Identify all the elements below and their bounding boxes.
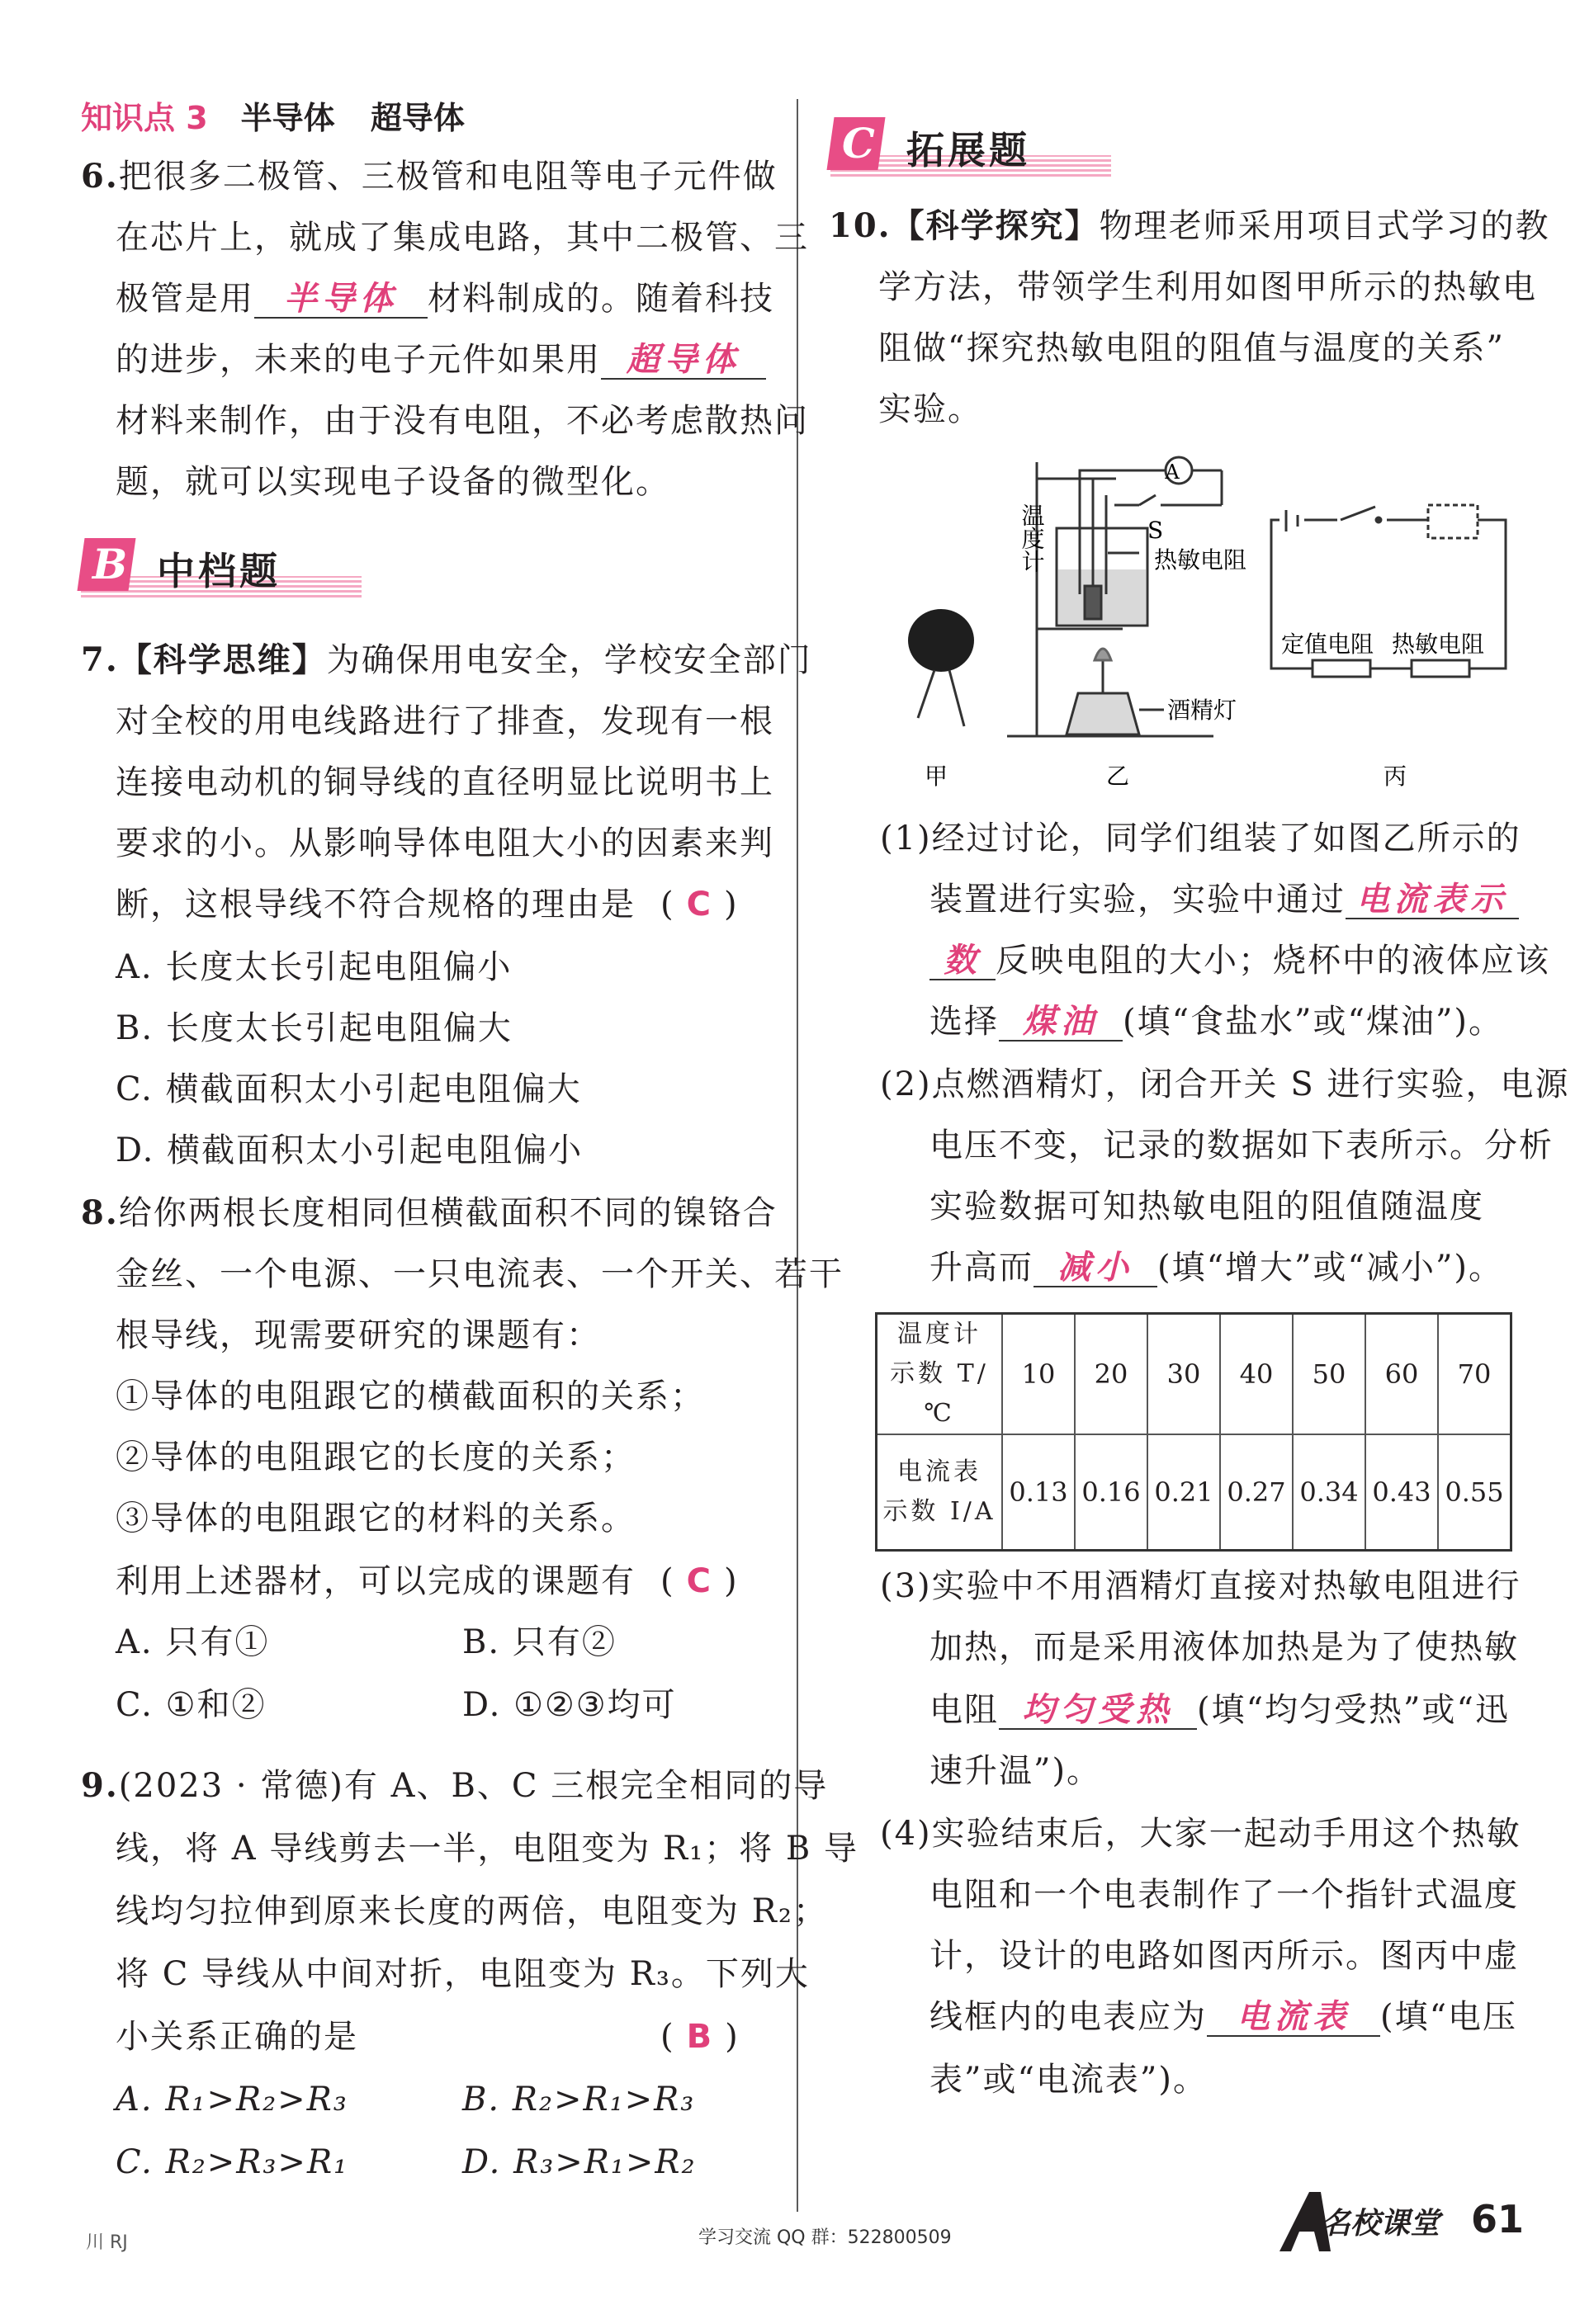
question-text: 极管是用 bbox=[116, 280, 254, 318]
figure-label-bing: 丙 bbox=[1384, 763, 1407, 790]
knowledge-point-label: 知识点 3 bbox=[81, 100, 208, 136]
ammeter-label: A bbox=[1165, 461, 1180, 484]
figure-label-yi: 乙 bbox=[1106, 763, 1130, 790]
question-text: 小关系正确的是 bbox=[116, 2018, 358, 2056]
question-text: 为确保用电安全，学校安全部门 bbox=[326, 641, 812, 679]
knowledge-point-heading bbox=[81, 92, 465, 138]
table-cell: 0.55 bbox=[1438, 1434, 1511, 1551]
question-text: 升高而 bbox=[929, 1249, 1033, 1287]
footer-edition: 川 RJ bbox=[86, 2232, 128, 2253]
table-cell: 0.21 bbox=[1147, 1434, 1220, 1551]
question-text: 断，这根导线不符合规格的理由是 bbox=[116, 886, 636, 923]
question-number: 7. bbox=[81, 640, 119, 679]
section-b-banner bbox=[81, 538, 362, 602]
heating-apparatus bbox=[1007, 457, 1222, 736]
question-text: (填“均匀受热”或“迅 bbox=[1197, 1691, 1510, 1729]
question-text: 题，就可以实现电子设备的微型化。 bbox=[116, 463, 670, 501]
question-text: 速升温”)。 bbox=[929, 1752, 1102, 1790]
question-text: 物理老师采用项目式学习的教 bbox=[1099, 207, 1550, 245]
section-title: 中档题 bbox=[157, 549, 281, 593]
table-cell: 30 bbox=[1147, 1314, 1220, 1435]
question-text: 加热，而是采用液体加热是为了使热敏 bbox=[929, 1628, 1519, 1666]
thermistor-component bbox=[908, 609, 974, 726]
question-number: 9. bbox=[81, 1766, 119, 1805]
answer-blank: 半导体 bbox=[254, 281, 428, 319]
option-b: B. 长度太长引起电阻偏大 bbox=[116, 1009, 513, 1047]
question-text: (2)点燃酒精灯，闭合开关 S 进行实验，电源 bbox=[880, 1065, 1570, 1103]
question-text: 要求的小。从影响导体电阻大小的因素来判 bbox=[116, 824, 774, 862]
topic-item: ②导体的电阻跟它的长度的关系； bbox=[116, 1438, 636, 1476]
thermistor-resistor-label: 热敏电阻 bbox=[1392, 631, 1485, 658]
experiment-figure bbox=[892, 446, 1519, 801]
figure-label-jia: 甲 bbox=[925, 763, 948, 790]
question-text: (3)实验中不用酒精灯直接对热敏电阻进行 bbox=[880, 1567, 1521, 1605]
section-title: 拓展题 bbox=[906, 128, 1030, 172]
table-cell: 10 bbox=[1002, 1314, 1075, 1435]
question-text: 材料来制作，由于没有电阻，不必考虑散热问 bbox=[116, 402, 809, 440]
row-header: 温度计 示数 T/℃ bbox=[877, 1314, 1003, 1435]
table-cell: 60 bbox=[1365, 1314, 1438, 1435]
publisher-logo bbox=[1271, 2185, 1456, 2261]
question-text: 的进步，未来的电子元件如果用 bbox=[116, 341, 601, 379]
option-b: B. R₂>R₁>R₃ bbox=[462, 2081, 696, 2119]
answer-blank: 均匀受热 bbox=[999, 1692, 1197, 1730]
table-cell: 0.27 bbox=[1220, 1434, 1293, 1551]
footer-qq-group: 学习交流 QQ 群：522800509 bbox=[698, 2227, 952, 2248]
question-text: 学方法，带领学生利用如图甲所示的热敏电 bbox=[878, 268, 1537, 306]
question-number: 8. bbox=[81, 1193, 119, 1232]
question-text: (1)经过讨论，同学们组装了如图乙所示的 bbox=[880, 820, 1521, 857]
table-cell: 0.13 bbox=[1002, 1434, 1075, 1551]
option-c: C. R₂>R₃>R₁ bbox=[116, 2143, 349, 2181]
question-text: 给你两根长度相同但横截面积不同的镍铬合 bbox=[118, 1194, 778, 1232]
question-text: (2023 · 常德)有 A、B、C 三根完全相同的导 bbox=[118, 1767, 829, 1805]
section-letter: B bbox=[92, 540, 128, 588]
table-cell: 0.43 bbox=[1365, 1434, 1438, 1551]
answer-blank: 减小 bbox=[1033, 1249, 1157, 1287]
table-cell: 0.34 bbox=[1293, 1434, 1365, 1551]
question-text: 选择 bbox=[929, 1003, 999, 1041]
option-d: D. R₃>R₁>R₂ bbox=[462, 2143, 697, 2181]
question-text: (填“食盐水”或“煤油”)。 bbox=[1123, 1003, 1504, 1041]
table-cell: 20 bbox=[1075, 1314, 1147, 1435]
table-row bbox=[877, 1314, 1511, 1435]
table-row bbox=[877, 1434, 1511, 1551]
question-text: 计，设计的电路如图丙所示。图丙中虚 bbox=[929, 1937, 1519, 1975]
question-text: 实验数据可知热敏电阻的阻值随温度 bbox=[929, 1188, 1484, 1226]
experiment-diagram bbox=[892, 446, 1519, 801]
question-text: 线均匀拉伸到原来长度的两倍，电阻变为 R₂； bbox=[116, 1892, 828, 1930]
question-text: 把很多二极管、三极管和电阻等电子元件做 bbox=[118, 158, 778, 196]
question-text: 电阻和一个电表制作了一个指针式温度 bbox=[929, 1876, 1519, 1914]
answer-blank: 煤油 bbox=[999, 1004, 1123, 1042]
table-cell: 70 bbox=[1438, 1314, 1511, 1435]
question-text: 对全校的用电线路进行了排查，发现有一根 bbox=[116, 702, 774, 740]
option-c: C. 横截面积太小引起电阻偏大 bbox=[116, 1070, 582, 1108]
question-text: 实验。 bbox=[878, 390, 982, 428]
question-text: 表”或“电流表”)。 bbox=[929, 2061, 1208, 2099]
question-text: 连接电动机的铜导线的直径明显比说明书上 bbox=[116, 763, 774, 801]
topic-item: ③导体的电阻跟它的材料的关系。 bbox=[116, 1500, 636, 1538]
question-text: 在芯片上，就成了集成电路，其中二极管、三 bbox=[116, 219, 809, 257]
page-number: 61 bbox=[1471, 2197, 1525, 2241]
topic-item: ①导体的电阻跟它的横截面积的关系； bbox=[116, 1377, 705, 1415]
section-c-banner bbox=[830, 117, 1111, 182]
question-text: 反映电阻的大小；烧杯中的液体应该 bbox=[996, 942, 1550, 980]
table-cell: 50 bbox=[1293, 1314, 1365, 1435]
option-d: D. ①②③均可 bbox=[462, 1686, 677, 1724]
option-a: A. 只有① bbox=[116, 1623, 270, 1661]
question-text: 线框内的电表应为 bbox=[929, 1998, 1207, 2036]
answer-choice: ( C ) bbox=[660, 1562, 737, 1600]
answer-choice: ( C ) bbox=[660, 886, 737, 923]
question-tag: 【科学探究】 bbox=[891, 207, 1100, 245]
alcohol-lamp-label: 酒精灯 bbox=[1167, 697, 1237, 724]
row-header: 电流表 示数 I/A bbox=[877, 1434, 1003, 1551]
question-text: 金丝、一个电源、一只电流表、一个开关、若干 bbox=[116, 1255, 844, 1293]
question-text: 利用上述器材，可以完成的课题有 bbox=[116, 1562, 636, 1600]
question-text: (填“增大”或“减小”)。 bbox=[1157, 1249, 1504, 1287]
data-table bbox=[875, 1312, 1512, 1552]
question-text: 根导线，现需要研究的课题有： bbox=[116, 1316, 601, 1354]
question-tag: 【科学思维】 bbox=[118, 641, 327, 679]
question-text: 材料制成的。随着科技 bbox=[428, 280, 774, 318]
switch-label: S bbox=[1147, 517, 1164, 544]
answer-choice: ( B ) bbox=[660, 2018, 738, 2056]
answer-blank: 超导体 bbox=[601, 342, 766, 380]
question-text: (填“电压 bbox=[1380, 1998, 1518, 2036]
option-a: A. R₁>R₂>R₃ bbox=[116, 2081, 348, 2119]
thermistor-label: 热敏电阻 bbox=[1154, 546, 1247, 574]
table-cell: 0.16 bbox=[1075, 1434, 1147, 1551]
fixed-resistor-label: 定值电阻 bbox=[1281, 631, 1374, 658]
question-text: 电压不变，记录的数据如下表所示。分析 bbox=[929, 1127, 1554, 1164]
option-a: A. 长度太长引起电阻偏小 bbox=[116, 948, 513, 986]
answer-blank: 电流表示 bbox=[1346, 881, 1519, 919]
question-text: 将 C 导线从中间对折，电阻变为 R₃。下列大 bbox=[116, 1955, 810, 1993]
logo-text: 名校课堂 bbox=[1321, 2207, 1440, 2241]
thermometer-label: 温度计 bbox=[1018, 503, 1046, 573]
question-number: 6. bbox=[81, 157, 119, 196]
question-text: 线，将 A 导线剪去一半，电阻变为 R₁；将 B 导 bbox=[116, 1830, 859, 1868]
question-text: (4)实验结束后，大家一起动手用这个热敏 bbox=[880, 1815, 1521, 1853]
answer-blank: 电流表 bbox=[1207, 1999, 1380, 2037]
question-number: 10. bbox=[829, 206, 892, 245]
table-cell: 40 bbox=[1220, 1314, 1293, 1435]
knowledge-point-topic: 半导体 超导体 bbox=[240, 100, 465, 136]
question-text: 阻做“探究热敏电阻的阻值与温度的关系” bbox=[878, 329, 1505, 367]
option-d: D. 横截面积太小引起电阻偏小 bbox=[116, 1131, 584, 1169]
question-text: 装置进行实验，实验中通过 bbox=[929, 881, 1346, 919]
option-b: B. 只有② bbox=[462, 1623, 617, 1661]
option-c: C. ①和② bbox=[116, 1686, 267, 1724]
section-letter: C bbox=[842, 119, 875, 168]
answer-blank: 数 bbox=[929, 942, 996, 980]
question-text: 电阻 bbox=[929, 1691, 999, 1729]
